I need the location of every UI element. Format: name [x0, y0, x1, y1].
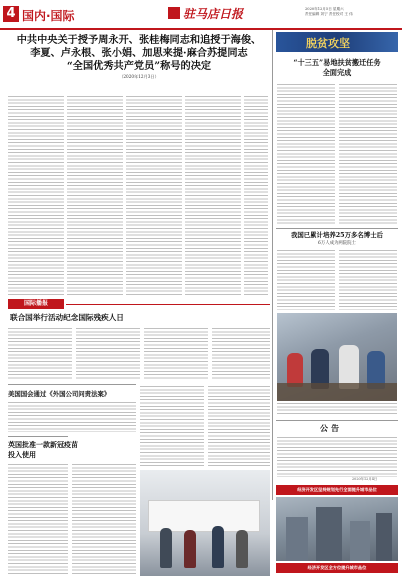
summit-photo: [140, 470, 270, 576]
middle-body-col-1: [140, 386, 204, 466]
photo-desk: [277, 383, 397, 401]
notice-date: 2020年12月4日: [352, 477, 378, 481]
building-2: [316, 507, 342, 561]
lead-body-col-5: [244, 96, 268, 296]
summit-figure-4: [236, 530, 248, 568]
bottom-banner-1: [276, 485, 398, 495]
lead-headline-line2: 李夏、卢永根、张小娟、加思来提·麻合苏提同志: [30, 47, 248, 59]
lead-body-col-2: [67, 96, 123, 296]
lead-body-col-1: [8, 96, 64, 296]
training-headline-text: 我国已累计培养25万多名博士后: [291, 231, 383, 239]
us-congress-headline: 美国国会通过《外国公司问责法案》: [8, 390, 111, 398]
training-subheadline: 6万人成为两院院士: [318, 241, 356, 246]
bottom-banner-2-text: 经济开发区全方位提升城市品位: [307, 565, 367, 570]
vaccine-top-rule: [8, 436, 68, 437]
page-number: 4: [6, 6, 16, 21]
vaccine-body-col-2: [72, 464, 136, 576]
nature-body-col-4: [212, 328, 270, 380]
us-body: [8, 402, 136, 432]
summit-figure-3: [212, 526, 224, 568]
paper-logo-mark: [168, 7, 180, 19]
lead-headline-line1: 中共中央关于授予周永开、张桂梅同志和追授于海俊、: [16, 34, 262, 46]
vaccine-headline-line1: 英国批准一款新冠疫苗: [8, 440, 78, 449]
column-divider: [272, 30, 273, 500]
vaccine-body-col-1: [8, 464, 68, 576]
feature-headline-line1: “十三五”易地扶贫搬迁任务: [293, 58, 381, 67]
feature-body-col-1: [277, 84, 335, 224]
nature-day-headline: 联合国举行活动纪念国际残疾人日: [10, 313, 124, 322]
training-photo: [277, 313, 397, 401]
middle-body-col-2: [208, 386, 270, 466]
feature-headline-line2: 全面完成: [322, 68, 352, 77]
notice-title: 公告: [320, 423, 342, 433]
lead-headline: [8, 34, 270, 81]
feature-banner: [276, 32, 398, 52]
notice-body: [277, 437, 397, 477]
nature-body-col-3: [144, 328, 208, 380]
vaccine-headline: [8, 440, 78, 460]
international-section-label: 国际播报: [8, 299, 64, 309]
lead-body-col-4: [185, 96, 241, 296]
training-body-col-2: [339, 250, 397, 310]
editor-line: 责任编辑 刘宁 责任校对 王 伟: [305, 12, 353, 16]
training-top-rule: [276, 228, 398, 229]
page-number-badge: [3, 6, 19, 22]
masthead: [0, 0, 402, 30]
training-body-col-1: [277, 250, 335, 310]
nature-body-col-2: [76, 328, 140, 380]
photo-figure-1: [287, 353, 303, 387]
feature-body-col-2: [339, 84, 397, 224]
building-4: [376, 513, 392, 561]
date-line: 2020年12月5日 星期六: [305, 7, 344, 11]
feature-banner-text: 脱贫攻坚: [306, 37, 350, 50]
section-label: 国内·国际: [22, 9, 75, 23]
paper-logo: [168, 3, 243, 23]
training-headline: [277, 231, 397, 247]
nature-body-col-1: [8, 328, 72, 380]
us-top-rule: [8, 384, 136, 385]
bottom-banner-1-text: 经济开发区坚持规划先行全面提升城市品位: [297, 487, 377, 492]
lead-headline-line3: “全国优秀共产党员”称号的决定: [66, 60, 212, 72]
training-photo-caption: [277, 403, 397, 415]
notice-top-rule: [276, 420, 398, 421]
feature-headline: [277, 58, 397, 78]
vaccine-headline-line2: 投入使用: [8, 450, 36, 459]
lead-date-note: （2020年12月3日）: [119, 74, 159, 79]
bottom-banner-2: [276, 563, 398, 573]
building-3: [350, 521, 370, 561]
building-1: [286, 517, 308, 561]
summit-figure-2: [184, 530, 196, 568]
summit-figure-1: [160, 528, 172, 568]
international-rule: [66, 304, 270, 305]
bottom-right-photo: [276, 497, 398, 561]
lead-body-col-3: [126, 96, 182, 296]
paper-name: 驻马店日报: [183, 6, 244, 21]
